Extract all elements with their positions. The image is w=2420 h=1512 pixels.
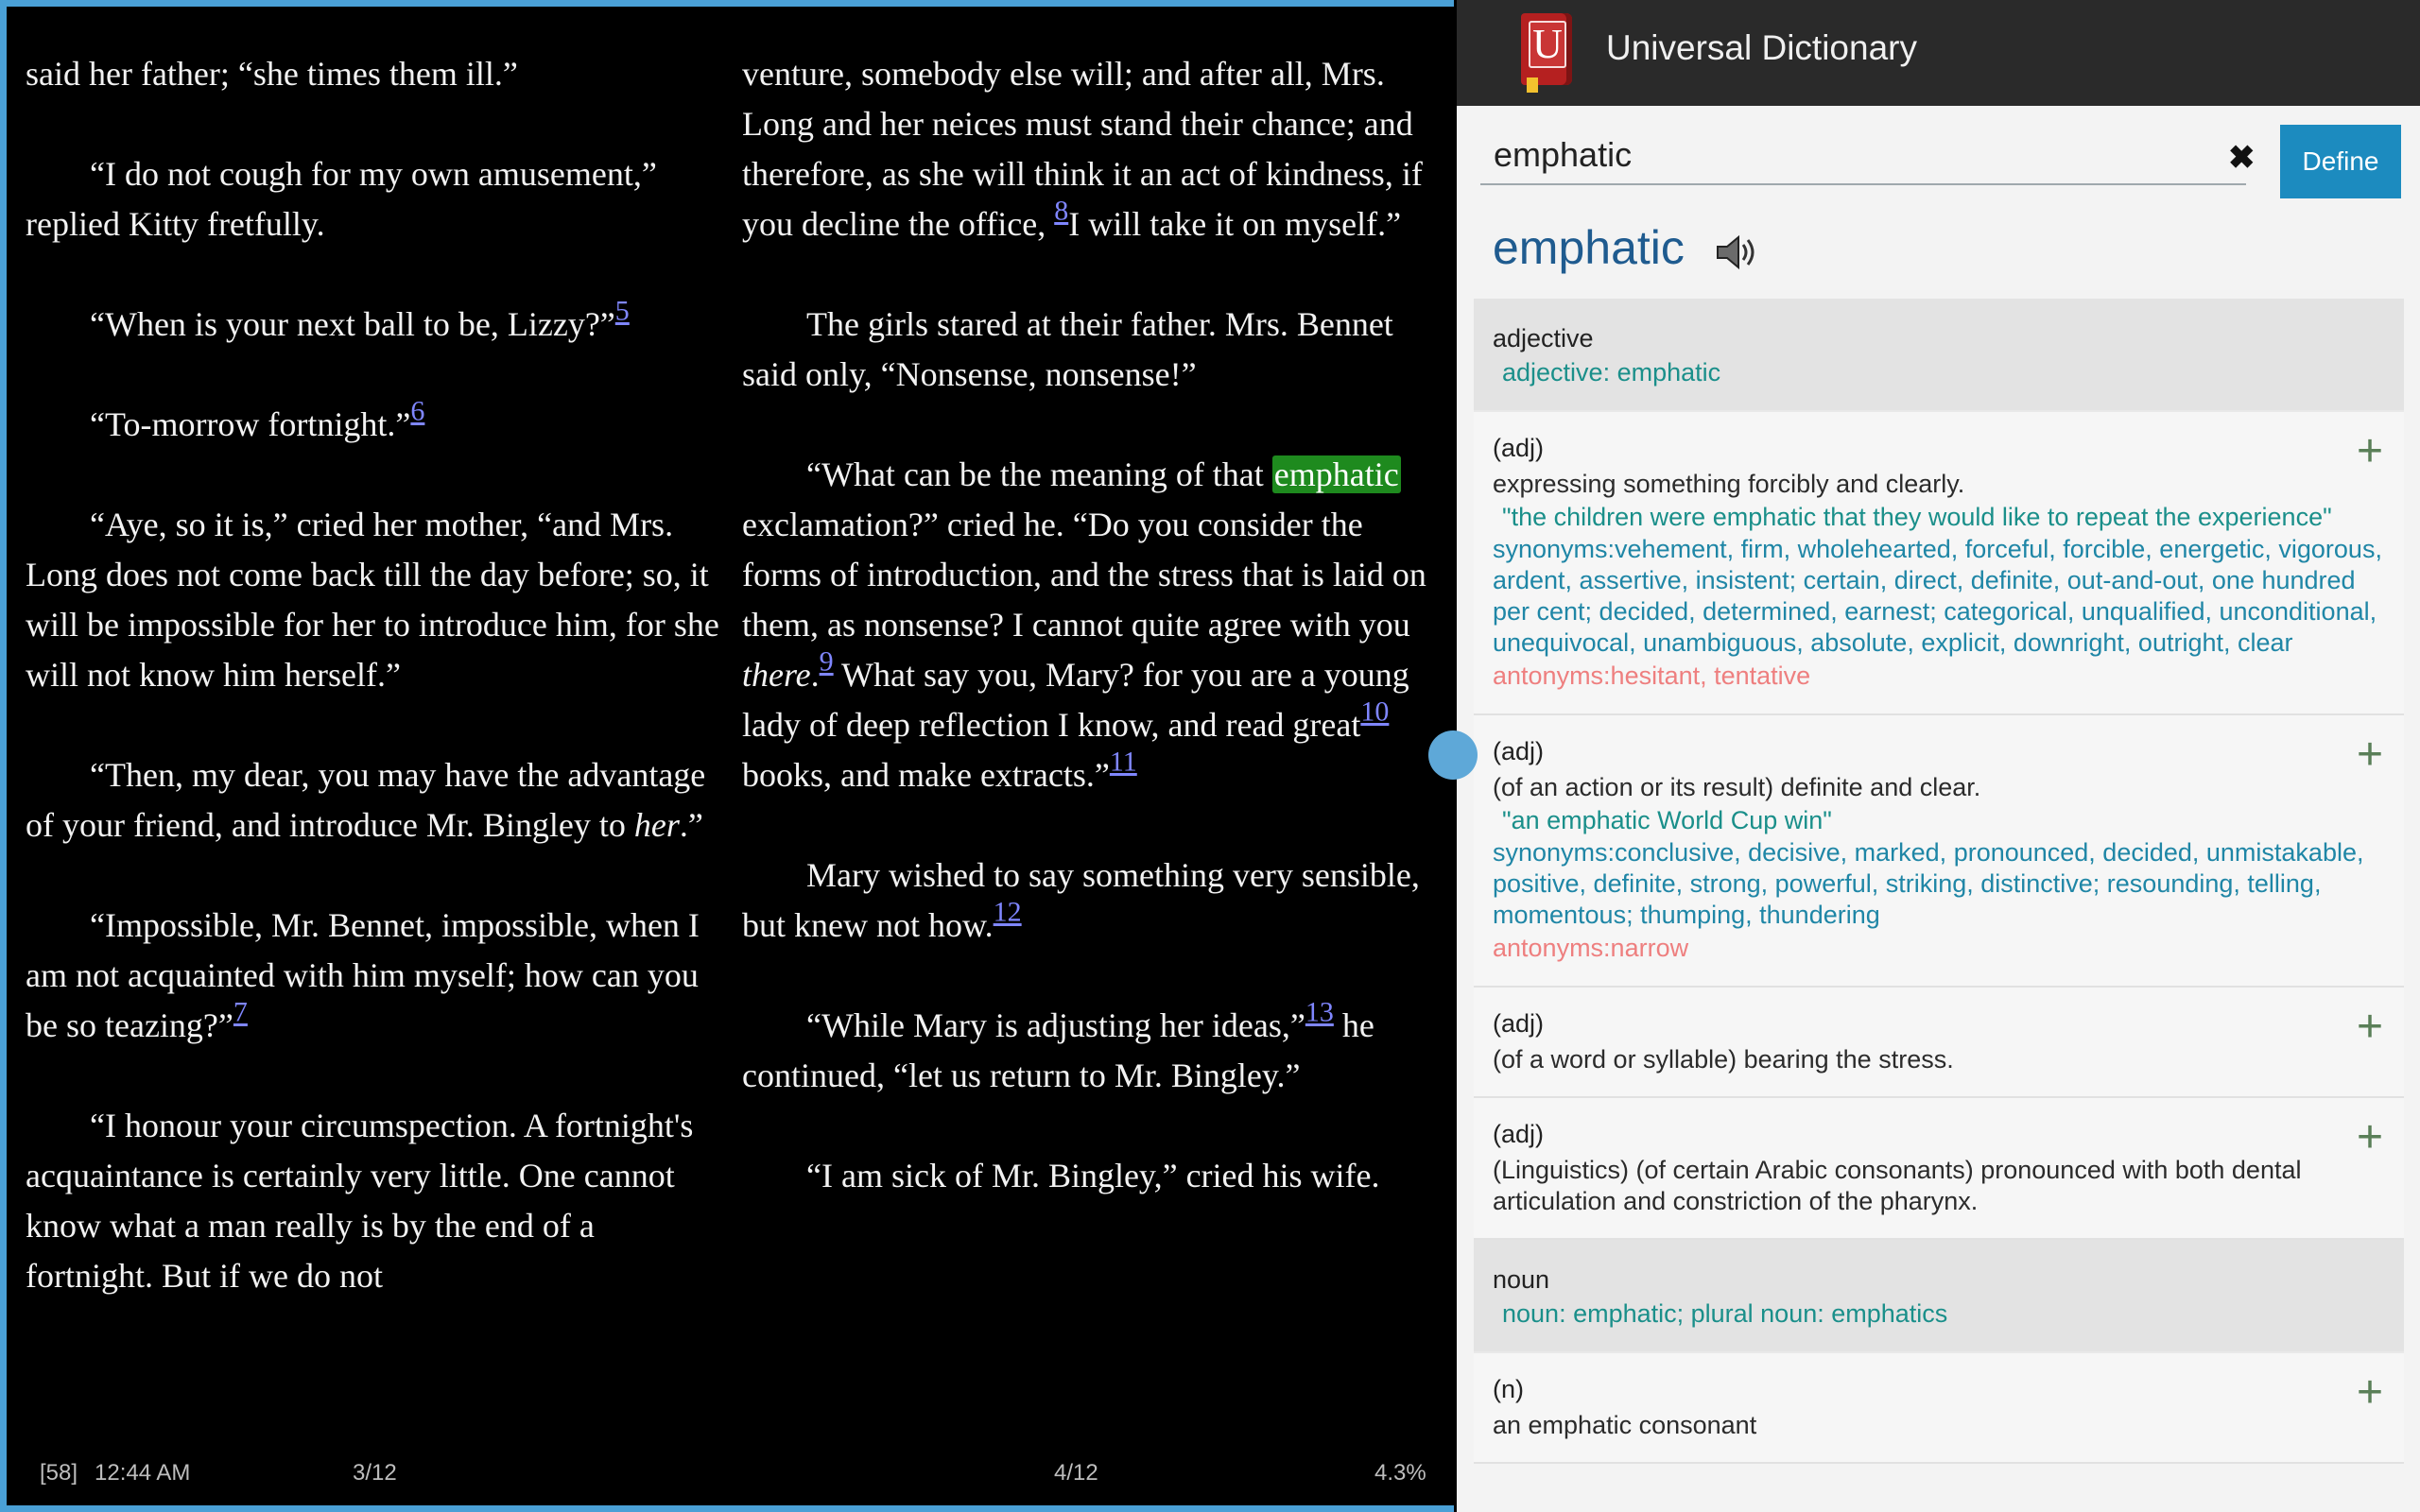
reader-paragraph: “Aye, so it is,” cried her mother, “and Mrs. Long does not come back till the day before; so, it will be impossible for her to introduce him, for she will not know him herself.”	[26, 506, 719, 694]
synonyms-list[interactable]: synonyms:conclusive, decisive, marked, pronounced, decided, unmistakable, positive, definite, strong, powerful, striking, distinctive; resounding, telling, momentous; thumping, thundering	[1493, 838, 2364, 929]
reader-column-right	[742, 49, 1447, 1251]
app-icon-letter: U	[1529, 21, 1566, 68]
definition-example: "an emphatic World Cup win"	[1502, 806, 1832, 834]
app-header	[1457, 0, 2420, 106]
definition-pos-tag: (adj)	[1493, 434, 1545, 462]
reader-paragraph: “While Mary is adjusting her ideas,”$^{13}$ he continued, “let us return to Mr. Bingley.”	[742, 996, 1374, 1094]
speaker-icon[interactable]	[1712, 230, 1757, 275]
reader-paragraph: said her father; “she times them ill.”	[26, 55, 518, 93]
selected-word-highlight[interactable]: emphatic	[1273, 455, 1399, 493]
antonyms-list[interactable]: antonyms:hesitant, tentative	[1493, 662, 1811, 690]
footnote-link[interactable]: 8	[1054, 195, 1069, 227]
add-icon[interactable]: +	[2356, 426, 2383, 476]
footnote-link[interactable]: 12	[993, 896, 1022, 928]
add-icon[interactable]: +	[2356, 1367, 2383, 1418]
footnote-link[interactable]: 10	[1360, 696, 1390, 728]
page-number-left: 3/12	[353, 1460, 397, 1486]
reader-paragraph: “What can be the meaning of that emphatic exclamation?” cried he. “Do you consider the forms of introduction, and the stress that is laid on them, as nonsense? I cannot quite agree with you there.$^9$ What say you, Mary? for you are a young lady of deep reflection I know, and read great$^{10}$ books, and make extracts.”$^{11}$	[742, 455, 1426, 794]
definition-pos-tag: (adj)	[1493, 1009, 1545, 1038]
part-of-speech-label: adjective	[1493, 324, 1594, 352]
reader-paragraph: venture, somebody else will; and after all, Mrs. Long and her neices must stand their chance; and therefore, as she will think it an act of kindness, if you decline the office, $^8$I will take it on myself.”	[742, 55, 1423, 243]
definition-text: (Linguistics) (of certain Arabic consonants) pronounced with both dental articulation and constriction of the pharynx.	[1493, 1156, 2302, 1215]
search-bar	[1457, 106, 2420, 210]
definition-pos-tag: (adj)	[1493, 1120, 1545, 1148]
define-button[interactable]: Define	[2280, 125, 2401, 198]
footnote-link[interactable]: 13	[1305, 996, 1334, 1028]
reader-paragraph: “When is your next ball to be, Lizzy?”$^5$	[90, 295, 630, 343]
page-number-right: 4/12	[1054, 1460, 1098, 1486]
split-resize-handle[interactable]	[1428, 730, 1478, 780]
definition-item	[1474, 988, 2404, 1098]
dictionary-book-icon	[1521, 13, 1572, 85]
bookmark-ribbon	[1527, 77, 1538, 93]
footnote-link[interactable]: 11	[1109, 746, 1137, 778]
add-icon[interactable]: +	[2356, 1002, 2383, 1052]
reader-paragraph: “To-morrow fortnight.”$^6$	[90, 395, 425, 443]
definition-list	[1474, 299, 2404, 1464]
reader-paragraph: “I do not cough for my own amusement,” replied Kitty fretfully.	[26, 155, 657, 243]
headword: emphatic	[1493, 221, 1685, 274]
italic-text: there	[742, 656, 811, 694]
italic-text: her	[633, 806, 680, 844]
clear-icon[interactable]: ✖	[2228, 140, 2256, 176]
antonyms-list[interactable]: antonyms:narrow	[1493, 934, 1689, 962]
definition-item	[1474, 412, 2404, 715]
synonyms-list[interactable]: synonyms:vehement, firm, wholehearted, forceful, forcible, energetic, vigorous, ardent, assertive, insistent; certain, direct, definite, out-and-out, one hundred per cent; decided, determined, earnest; categorical, unqualified, unconditional, unequivocal, unambiguous, absolute, explicit, downright, outright, clear	[1493, 535, 2382, 657]
clock: 12:44 AM	[95, 1460, 191, 1486]
footnote-link[interactable]: 6	[410, 395, 425, 427]
word-form: adjective: emphatic	[1502, 358, 1721, 387]
part-of-speech-section	[1474, 1240, 2404, 1353]
reader-paragraph: “I am sick of Mr. Bingley,” cried his wife.	[806, 1157, 1380, 1194]
reader-paragraph: The girls stared at their father. Mrs. Bennet said only, “Nonsense, nonsense!”	[742, 305, 1393, 393]
definition-item	[1474, 1098, 2404, 1240]
add-icon[interactable]: +	[2356, 1112, 2383, 1162]
definition-text: (of a word or syllable) bearing the stress.	[1493, 1045, 1954, 1074]
definition-item	[1474, 715, 2404, 988]
definition-example: "the children were emphatic that they would like to repeat the experience"	[1502, 503, 2332, 531]
battery-indicator: [58]	[40, 1460, 78, 1486]
definition-text: (of an action or its result) definite and clear.	[1493, 773, 1981, 801]
reader-paragraph: Mary wished to say something very sensible, but knew not how.$^{12}$	[742, 856, 1420, 944]
reader-column-left	[26, 49, 725, 1351]
definition-text: expressing something forcibly and clearly.	[1493, 470, 1965, 498]
reading-progress: 4.3%	[1374, 1460, 1426, 1486]
reader-status-bar	[7, 1454, 1454, 1492]
reader-paragraph: “Impossible, Mr. Bennet, impossible, when I am not acquainted with him myself; how can you be so teazing?”$^7$	[26, 906, 700, 1044]
definition-item	[1474, 1353, 2404, 1464]
definition-pos-tag: (adj)	[1493, 737, 1545, 765]
search-input[interactable]	[1480, 127, 2246, 185]
reader-paragraph: “Then, my dear, you may have the advantage of your friend, and introduce Mr. Bingley to her.”	[26, 756, 706, 844]
part-of-speech-label: noun	[1493, 1265, 1550, 1294]
reader-paragraph: “I honour your circumspection. A fortnight's acquaintance is certainly very little. One cannot know what a man really is by the end of a fortnight. But if we do not	[26, 1107, 694, 1295]
app-title: Universal Dictionary	[1606, 28, 1917, 67]
footnote-link[interactable]: 9	[819, 645, 834, 678]
dictionary-panel	[1457, 0, 2420, 1512]
footnote-link[interactable]: 5	[614, 295, 630, 327]
part-of-speech-section	[1474, 299, 2404, 412]
definition-text: an emphatic consonant	[1493, 1411, 1757, 1439]
footnote-link[interactable]: 7	[233, 996, 248, 1028]
word-form: noun: emphatic; plural noun: emphatics	[1502, 1299, 1948, 1328]
add-icon[interactable]: +	[2356, 730, 2383, 780]
definition-pos-tag: (n)	[1493, 1375, 1524, 1403]
